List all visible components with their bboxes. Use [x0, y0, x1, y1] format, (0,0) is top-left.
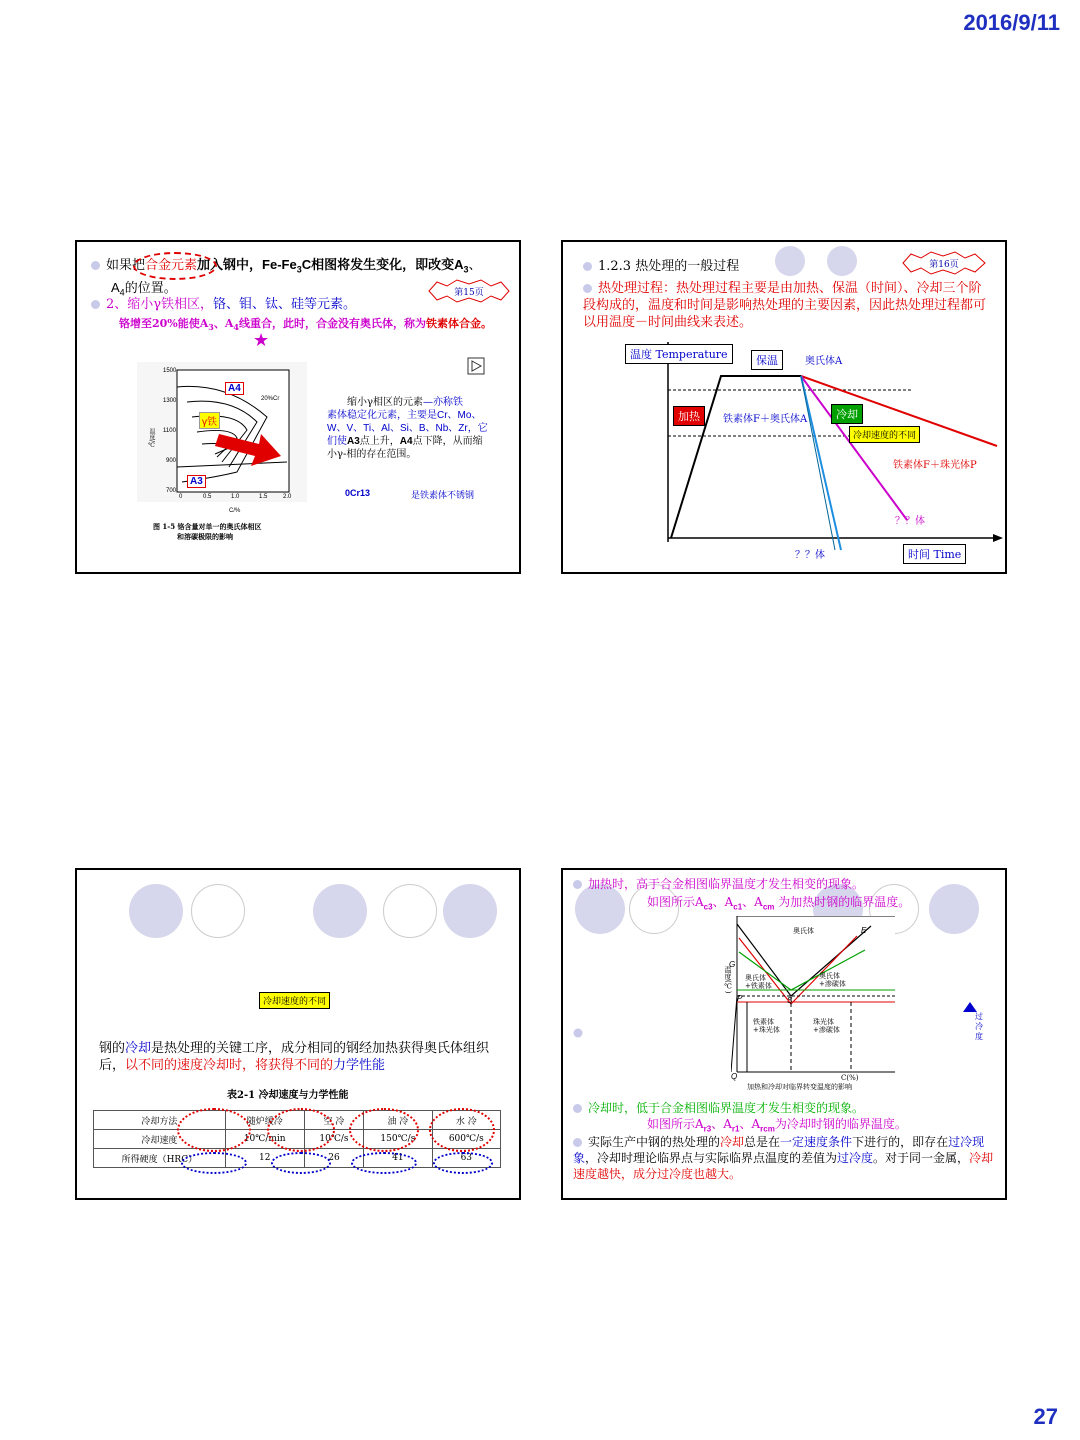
slide-16	[561, 240, 1007, 574]
diag-caption: 加热和冷却对临界转变温度的影响	[747, 1083, 852, 1091]
slide1-bullet2: 2、缩小γ铁相区，铬、钼、钛、硅等元素。	[91, 296, 491, 313]
slide1-bullet1: 如果把合金元素加入钢中，$Fe-Fe_3C$相图将发生变化，即改变$A_3$、 $A_4$的位置。	[91, 256, 511, 301]
table-cell: 水 冷	[432, 1111, 500, 1130]
decor-circle	[313, 884, 367, 938]
bullet-icon	[91, 261, 100, 270]
page-ref-label: 第15页	[454, 288, 484, 298]
highlight-ellipse	[429, 1108, 495, 1152]
table-cell: 41	[364, 1149, 432, 1168]
page-number: 27	[1033, 1404, 1058, 1429]
decor-circle	[443, 884, 497, 938]
page-ref-label: 第16页	[929, 260, 959, 270]
fig-label-cr: 20%Cr	[261, 396, 280, 402]
bullet-icon	[583, 284, 592, 293]
diag-aus-ferrite: 奥氏体 +铁素体	[745, 974, 772, 990]
bullet-icon	[573, 880, 582, 889]
decor-circle	[383, 884, 437, 938]
table-cell: 12	[225, 1149, 304, 1168]
diag-ylabel: 温度(℃)	[724, 966, 732, 994]
ferrite-pearlite-label: 铁素体F＋珠光体P	[893, 460, 977, 471]
slide2-bullet1: 1.2.3 热处理的一般过程	[583, 258, 739, 275]
fig-xtick-10: 1.0	[231, 494, 240, 500]
fig-xtick-0: 0	[179, 494, 183, 500]
y-axis-label: 温度 Temperature	[625, 344, 733, 364]
fig-ytick-900: 900	[166, 458, 177, 464]
highlight-ellipse	[349, 1108, 419, 1152]
table-cell: 空 冷	[304, 1111, 363, 1130]
diag-e: E	[861, 926, 867, 935]
slide2-bullet2: 热处理过程：热处理过程主要是由加热、保温（时间）、冷却三个阶段构成的，温度和时间是影响热处理的主要因素，因此热处理过程都可以用温度－时间曲线来表述。	[583, 281, 987, 330]
highlight-ellipse	[271, 1152, 331, 1174]
bullet-icon	[573, 1028, 583, 1038]
table-cell: 10℃/s	[304, 1130, 363, 1149]
fig-ytick-700: 700	[166, 488, 177, 494]
slide1-line3: 铬增至20%能使$A_3$、$A_4$线重合，此时，合金没有奥氏体，称为铁素体合金。	[119, 317, 492, 333]
decor-circle	[191, 884, 245, 938]
fig-caption-1: 图 1-5 铬含量对单一的奥氏体相区	[153, 522, 262, 531]
diag-q: Q	[731, 1072, 738, 1081]
example-ferrite-steel: 是铁素体不锈钢	[411, 491, 475, 501]
fig-label-a3: A3	[187, 475, 206, 488]
bullet-icon	[573, 1138, 582, 1147]
fig-label-a4: A4	[225, 382, 244, 395]
unknown-phase-2: ？？体	[795, 550, 825, 561]
highlight-ellipse	[351, 1152, 417, 1174]
fig-ylabel: 温度/℃	[148, 428, 155, 450]
fe-c-diagram	[731, 916, 901, 1092]
diag-xlabel: C(%)	[841, 1074, 859, 1082]
fig-xtick-15: 1.5	[259, 494, 268, 500]
cooling-rate-label: 冷却速度的不同	[259, 992, 330, 1009]
x-axis-label: 时间 Time	[903, 544, 966, 564]
table-cell: 油 冷	[364, 1111, 432, 1130]
diag-fer-pearl: 铁素体 +珠光体	[753, 1018, 780, 1034]
fig-ytick-1500: 1500	[163, 368, 177, 374]
diag-p: P	[737, 994, 743, 1003]
print-date: 2016/9/11	[963, 10, 1060, 35]
decor-circle	[775, 246, 805, 276]
fig-caption-2: 和溶碳极限的影响	[177, 532, 233, 541]
highlight-ellipse	[177, 1108, 251, 1152]
diag-austenite: 奥氏体	[793, 927, 814, 935]
slide4-line2: 如图所示$A_{c3}$、$A_{c1}$、$A_{cm}$ 为加热时钢的临界温度。	[647, 895, 911, 912]
highlight-ellipse	[133, 252, 217, 280]
star-icon: ★	[253, 330, 270, 351]
diag-s: S	[787, 996, 793, 1005]
undercool-label: 过冷度	[975, 1012, 983, 1041]
table-cell: 63	[432, 1149, 500, 1168]
ferrite-austenite-label: 铁素体F＋奥氏体A	[723, 414, 808, 425]
fig-ytick-1300: 1300	[163, 398, 177, 404]
highlight-ellipse	[433, 1152, 493, 1174]
slide-critical-temps	[561, 868, 1007, 1200]
table-title: 表2-1 冷却速度与力学性能	[227, 1090, 349, 1101]
red-arrow-icon	[215, 422, 285, 472]
slide4-bullet3: 实际生产中钢的热处理的冷却总是在一定速度条件下进行的，即存在过冷现象，冷却时理论临界点与实际临界点温度的差值为过冷度。对于同一金属，冷却速度越快，成分过冷度也越大。	[573, 1135, 994, 1181]
table-cell: 随炉缓冷	[225, 1111, 304, 1130]
table-cell: 10℃/min	[225, 1130, 304, 1149]
hold-label: 保温	[751, 350, 783, 370]
table-cell: 150℃/s	[364, 1130, 432, 1149]
example-0cr13: 0Cr13	[345, 488, 371, 498]
bullet-icon	[583, 262, 592, 271]
decor-circle	[827, 246, 857, 276]
table-cell: 冷却速度	[94, 1130, 226, 1149]
slide1-note: 缩小γ相区的元素—亦称铁 素体稳定化元素，主要是Cr、Mo、W、V、Ti、Al、Si、B、Nb、Zr，它们使A3点上升，A4点下降，从而缩小γ-相的存在范围。	[327, 397, 488, 460]
table-cell: 冷却方法	[94, 1111, 226, 1130]
slide4-bullet2: 冷却时，低于合金相图临界温度才发生相变的现象。	[573, 1100, 993, 1116]
bullet-icon	[573, 1104, 582, 1113]
diag-aus-cem: 奥氏体 +渗碳体	[819, 972, 846, 988]
decor-circle	[129, 884, 183, 938]
fig-ytick-1100: 1100	[163, 428, 176, 434]
heating-label: 加热	[673, 406, 705, 426]
table-cell: 所得硬度（HRC）	[94, 1149, 226, 1168]
diag-g: G	[729, 960, 736, 969]
highlight-ellipse	[267, 1108, 335, 1152]
highlight-ellipse	[181, 1152, 247, 1174]
fig-label-gamma: γ铁	[199, 412, 220, 429]
slide3-paragraph: 钢的冷却是热处理的关键工序，成分相同的钢经加热获得奥氏体组织后，以不同的速度冷却时，将获得不同的力学性能	[99, 1041, 490, 1073]
diag-pearl-cem: 珠光体 +渗碳体	[813, 1018, 840, 1034]
fig-xlabel: C/%	[229, 508, 241, 514]
unknown-phase-1: ？？体	[895, 516, 925, 527]
table-cell: 600℃/s	[432, 1130, 500, 1149]
slide4-bullet1: 加热时，高于合金相图临界温度才发生相变的现象。	[573, 876, 993, 892]
slide-15	[75, 240, 521, 574]
slide-cooling-table	[75, 868, 521, 1200]
slide4-line4: 如图所示$A_{r3}$、$A_{r1}$、$A_{rcm}$为冷却时钢的临界温度。	[647, 1117, 907, 1134]
cooling-rate-label: 冷却速度的不同	[849, 426, 920, 443]
austenite-label: 奥氏体A	[805, 356, 843, 367]
table-cell: 26	[304, 1149, 363, 1168]
bullet-icon	[91, 300, 100, 309]
fig-xtick-05: 0.5	[203, 494, 212, 500]
fig-xtick-20: 2.0	[283, 494, 292, 500]
play-icon[interactable]	[467, 357, 485, 375]
cooling-label: 冷却	[831, 404, 863, 424]
